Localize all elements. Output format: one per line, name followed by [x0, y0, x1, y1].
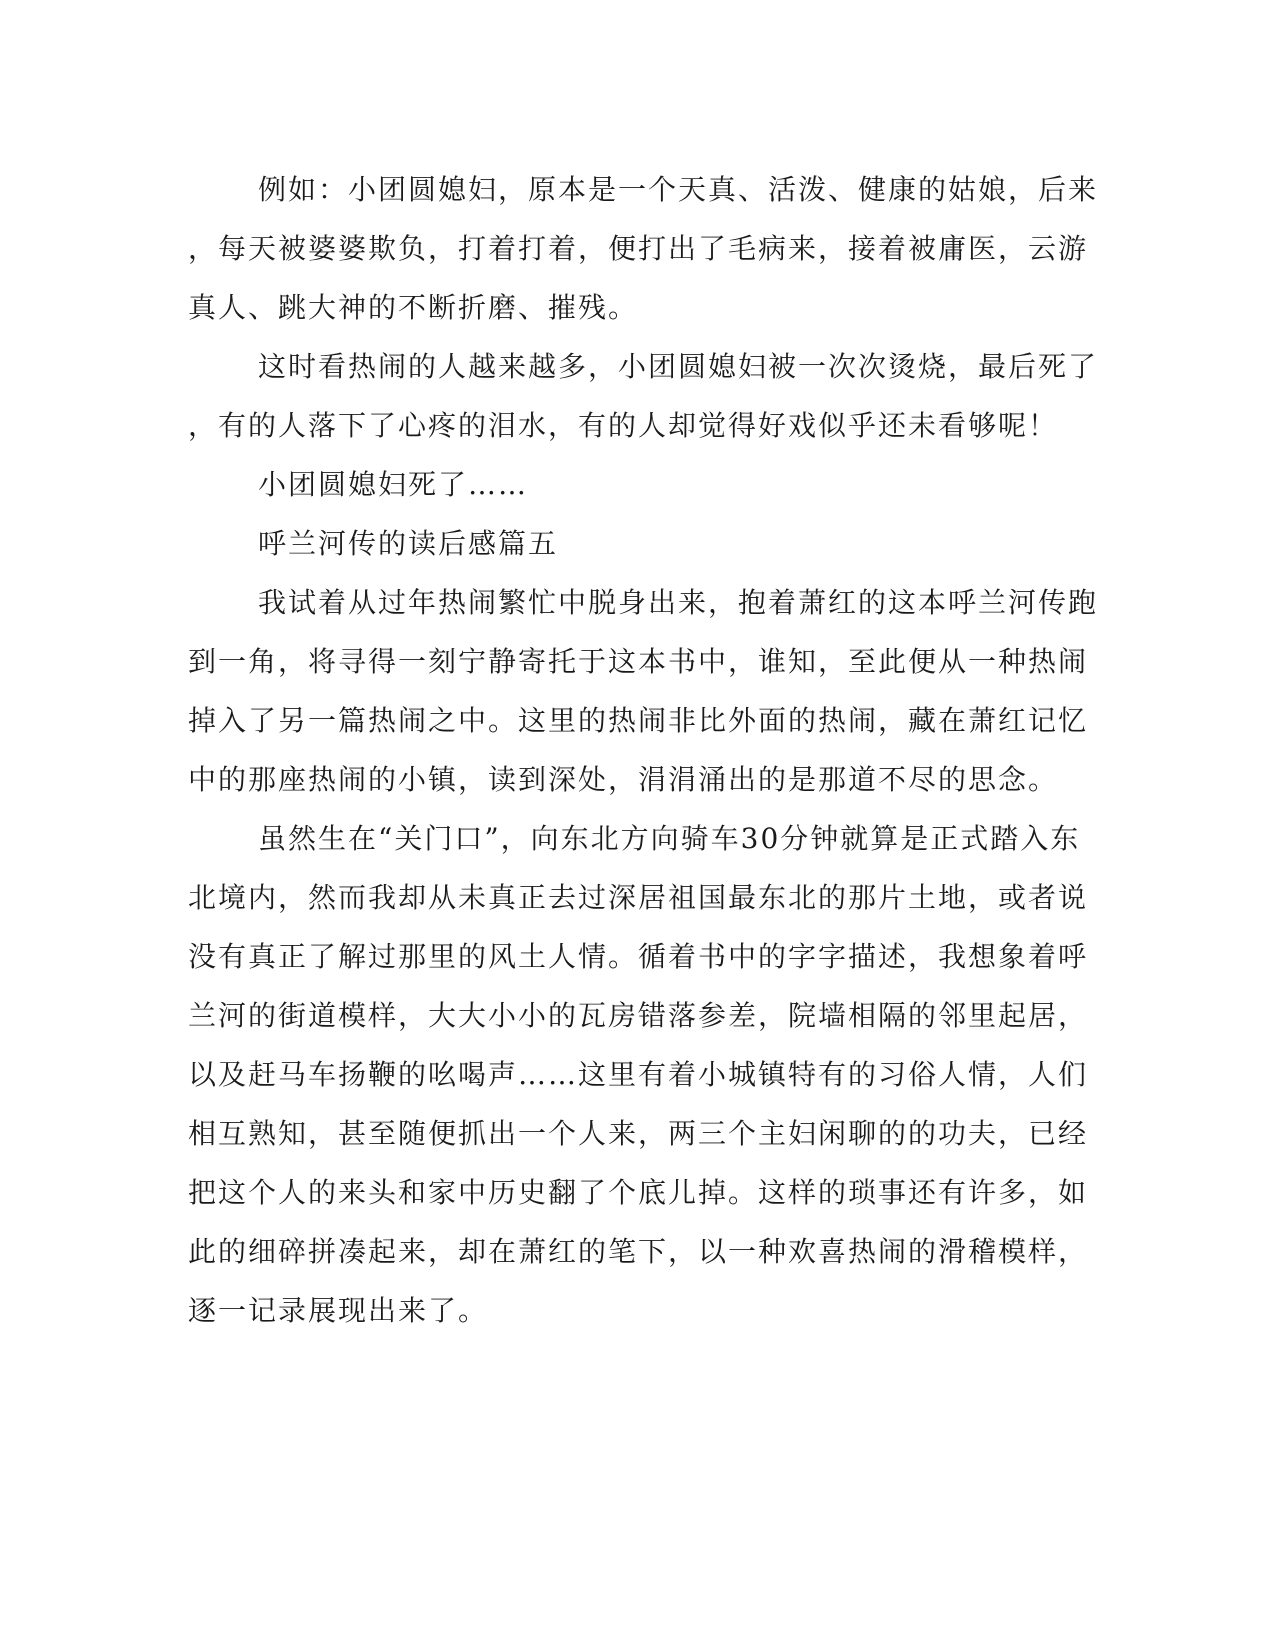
paragraph-line: 例如：小团圆媳妇，原本是一个天真、活泼、健康的姑娘，后来 — [258, 173, 1099, 206]
paragraph-line: 把这个人的来头和家中历史翻了个底儿掉。这样的琐事还有许多，如 — [188, 1176, 1089, 1209]
section-heading-text: 呼兰河传的读后感篇五 — [258, 527, 559, 560]
paragraph-line: 真人、跳大神的不断折磨、摧残。 — [188, 291, 639, 324]
paragraph-line: 掉入了另一篇热闹之中。这里的热闹非比外面的热闹，藏在萧红记忆 — [188, 704, 1089, 737]
paragraph-line: 这时看热闹的人越来越多，小团圆媳妇被一次次烫烧，最后死了 — [258, 350, 1099, 383]
paragraph-line: 中的那座热闹的小镇，读到深处，涓涓涌出的是那道不尽的思念。 — [188, 763, 1059, 796]
paragraph-line: 没有真正了解过那里的风土人情。循着书中的字字描述，我想象着呼 — [188, 940, 1089, 973]
paragraph-line: 以及赶马车扬鞭的吆喝声……这里有着小城镇特有的习俗人情，人们 — [188, 1058, 1089, 1091]
document-body — [188, 160, 1099, 1340]
paragraph-1 — [188, 160, 1099, 337]
paragraph-line: 虽然生在“关门口”，向东北方向骑车30分钟就算是正式踏入东 — [258, 822, 1081, 855]
paragraph-line: 相互熟知，甚至随便抓出一个人来，两三个主妇闲聊的的功夫，已经 — [188, 1117, 1089, 1150]
paragraph-line: 逐一记录展现出来了。 — [188, 1294, 489, 1327]
paragraph-line: 小团圆媳妇死了…… — [258, 468, 529, 501]
paragraph-3 — [188, 455, 1068, 514]
paragraph-line: 兰河的街道模样，大大小小的瓦房错落参差，院墙相隔的邻里起居， — [188, 999, 1089, 1032]
section-heading — [188, 514, 1068, 573]
paragraph-line: ，有的人落下了心疼的泪水，有的人却觉得好戏似乎还未看够呢！ — [188, 409, 1059, 442]
paragraph-2 — [188, 337, 1099, 455]
paragraph-line: ，每天被婆婆欺负，打着打着，便打出了毛病来，接着被庸医，云游 — [188, 232, 1089, 265]
paragraph-line: 我试着从过年热闹繁忙中脱身出来，抱着萧红的这本呼兰河传跑 — [258, 586, 1099, 619]
paragraph-line: 此的细碎拼凑起来，却在萧红的笔下，以一种欢喜热闹的滑稽模样， — [188, 1235, 1089, 1268]
paragraph-line: 到一角，将寻得一刻宁静寄托于这本书中，谁知，至此便从一种热闹 — [188, 645, 1089, 678]
paragraph-line: 北境内，然而我却从未真正去过深居祖国最东北的那片土地，或者说 — [188, 881, 1089, 914]
paragraph-5 — [188, 573, 1099, 809]
paragraph-6 — [188, 809, 1089, 1340]
